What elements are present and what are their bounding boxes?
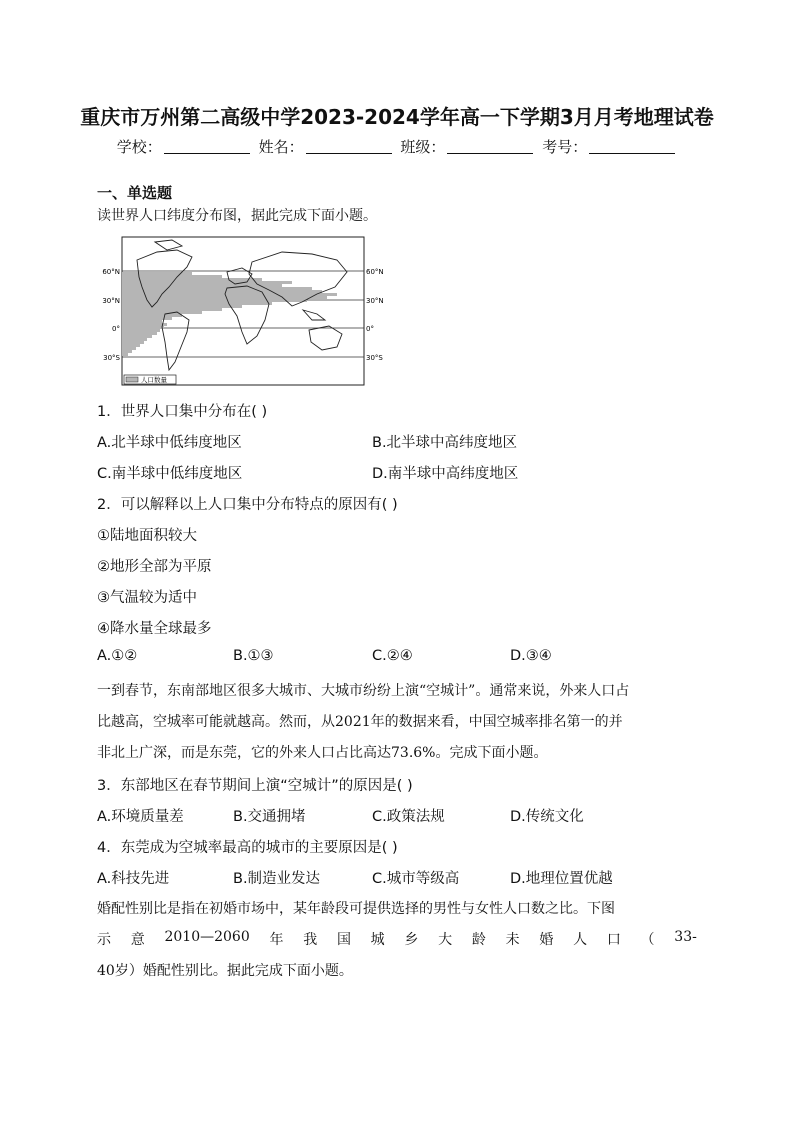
q3-option-d[interactable]: D.传统文化	[510, 809, 584, 825]
passage2-line-2: 比越高，空城率可能就越高。然而，从2021年的数据来看，中国空城率排名第一的并	[97, 714, 623, 730]
q2-option-d[interactable]: D.③④	[510, 648, 552, 664]
q4-stem: 4．东莞成为空城率最高的城市的主要原因是( )	[97, 840, 398, 856]
label-30s-right: 30°S	[366, 354, 383, 362]
q2-statement-4: ④降水量全球最多	[97, 621, 212, 637]
word: 意	[130, 932, 145, 948]
q2-option-c[interactable]: C.②④	[372, 648, 413, 664]
q1-stem: 1．世界人口集中分布在( )	[97, 404, 268, 420]
q1-option-d[interactable]: D.南半球中高纬度地区	[372, 466, 519, 482]
name-label: 姓名：	[258, 138, 304, 156]
q2-statement-3: ③气温较为适中	[97, 590, 197, 606]
q2-statement-2: ②地形全部为平原	[97, 559, 212, 575]
q2-option-b[interactable]: B.①③	[233, 648, 274, 664]
label-30s-left: 30°S	[103, 354, 120, 362]
passage3-line-2	[97, 929, 697, 949]
word: 年	[269, 932, 284, 948]
intro-text-1: 读世界人口纬度分布图，据此完成下面小题。	[97, 208, 377, 224]
q3-option-c[interactable]: C.政策法规	[372, 809, 445, 825]
label-30n-left: 30°N	[102, 297, 120, 305]
word: 人	[573, 932, 588, 948]
legend-label: 人口数量	[141, 376, 167, 384]
q4-option-d[interactable]: D.地理位置优越	[510, 871, 613, 887]
section-heading: 一、单选题	[97, 184, 173, 202]
label-60n-right: 60°N	[366, 268, 384, 276]
student-info-row	[0, 136, 794, 157]
label-0-right: 0°	[366, 325, 374, 333]
q3-option-a[interactable]: A.环境质量差	[97, 809, 184, 825]
word: 国	[336, 932, 351, 948]
q4-option-c[interactable]: C.城市等级高	[372, 871, 460, 887]
q3-option-b[interactable]: B.交通拥堵	[233, 809, 306, 825]
passage3-line-1: 婚配性别比是指在初婚市场中，某年龄段可提供选择的男性与女性人口数之比。下图	[97, 901, 615, 917]
word: 城	[370, 932, 385, 948]
word: 大	[438, 932, 453, 948]
q4-option-a[interactable]: A.科技先进	[97, 871, 170, 887]
q4-option-b[interactable]: B.制造业发达	[233, 871, 321, 887]
word: 我	[303, 932, 318, 948]
q3-stem: 3．东部地区在春节期间上演“空城计”的原因是( )	[97, 778, 413, 794]
passage2-line-3: 非北上广深，而是东莞，它的外来人口占比高达73.6%。完成下面小题。	[97, 745, 548, 761]
word: （	[640, 932, 655, 948]
word: 婚	[539, 932, 554, 948]
q2-stem: 2．可以解释以上人口集中分布特点的原因有( )	[97, 497, 398, 513]
name-blank[interactable]	[306, 139, 392, 154]
number-label: 考号：	[542, 138, 588, 156]
q2-option-a[interactable]: A.①②	[97, 648, 138, 664]
word: 未	[505, 932, 520, 948]
word: 33-	[674, 929, 697, 945]
label-60n-left: 60°N	[102, 268, 120, 276]
word: 龄	[471, 932, 486, 948]
number-blank[interactable]	[589, 139, 675, 154]
q1-option-a[interactable]: A.北半球中低纬度地区	[97, 435, 242, 451]
school-blank[interactable]	[164, 139, 250, 154]
passage2-line-1: 一到春节，东南部地区很多大城市、大城市纷纷上演“空城计”。通常来说，外来人口占	[97, 683, 630, 699]
passage3-line-3: 40岁）婚配性别比。据此完成下面小题。	[97, 963, 353, 979]
class-blank[interactable]	[447, 139, 533, 154]
word: 乡	[404, 932, 419, 948]
label-0-left: 0°	[112, 325, 120, 333]
word: 示	[97, 932, 111, 948]
word: 口	[606, 932, 621, 948]
word: 2010—2060	[164, 929, 250, 945]
q1-option-c[interactable]: C.南半球中低纬度地区	[97, 466, 243, 482]
exam-title: 重庆市万州第二高级中学2023-2024学年高一下学期3月月考地理试卷	[80, 105, 714, 129]
class-label: 班级：	[400, 138, 446, 156]
population-latitude-map	[97, 232, 397, 392]
q2-statement-1: ①陆地面积较大	[97, 528, 197, 544]
label-30n-right: 30°N	[366, 297, 384, 305]
legend-swatch	[126, 377, 138, 382]
school-label: 学校：	[116, 138, 162, 156]
q1-option-b[interactable]: B.北半球中高纬度地区	[372, 435, 518, 451]
